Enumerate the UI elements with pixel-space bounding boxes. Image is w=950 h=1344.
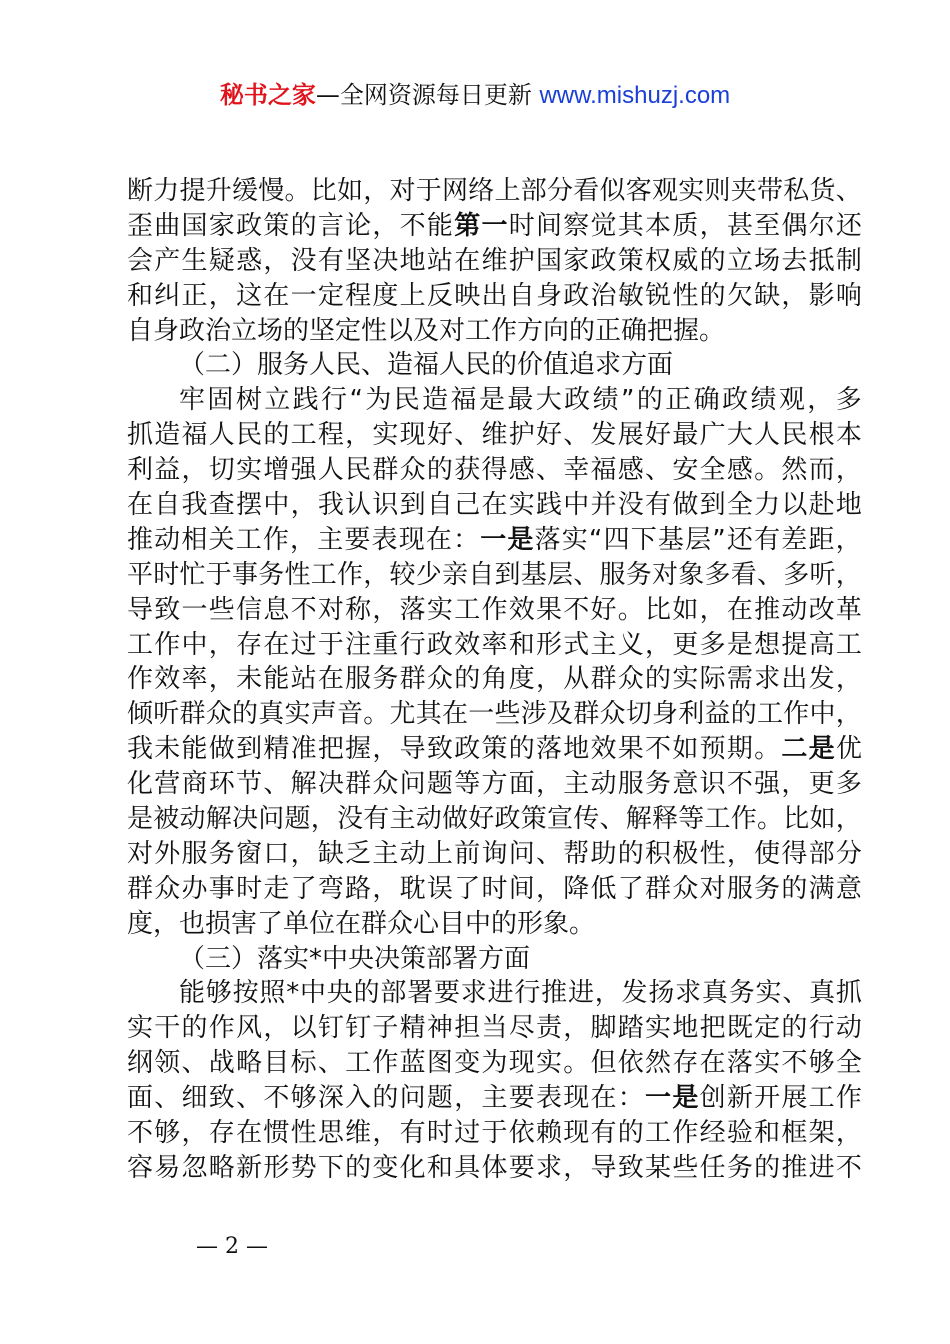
text-line: 是 被 动 解 决 问 题 ， 没 有 主 动 做 好 政 策 宣 传 、 解 释 等 工 作 。 比 如 ，	[127, 804, 862, 835]
text-line: 我 未 能 做 到 精 准 把 握 ， 导 致 政 策 的 落 地 效 果 不 如 预 期 。 二 是 优	[127, 734, 862, 765]
section-heading: （二）服务人民、造福人民的价值追求方面	[179, 350, 674, 381]
text-line: 利 益 ， 切 实 增 强 人 民 群 众 的 获 得 感 、 幸 福 感 、 安 全 感 。 然 而 ，	[127, 455, 862, 486]
text-line: 抓 造 福 人 民 的 工 程 ， 实 现 好 、 维 护 好 、 发 展 好 最 广 大 人 民 根 本	[127, 420, 862, 451]
document-body	[127, 174, 862, 1186]
text-line: 工 作 中 ， 存 在 过 于 注 重 行 政 效 率 和 形 式 主 义 ， 更 多 是 想 提 高 工	[127, 629, 862, 660]
text-line: 对 外 服 务 窗 口 ， 缺 乏 主 动 上 前 询 问 、 帮 助 的 积 极 性 ， 使 得 部 分	[127, 838, 862, 869]
text-line: 纲 领 、 战 略 目 标 、 工 作 蓝 图 变 为 现 实 。 但 依 然 存 在 落 实 不 够 全	[127, 1048, 862, 1079]
banner-tagline: —全网资源每日更新	[315, 81, 540, 109]
site-banner	[0, 78, 950, 113]
text-line: 推 动 相 关 工 作 ， 主 要 表 现 在 ： 一 是 落 实 “ 四 下 基 层 ” 还 有 差 距 ，	[127, 524, 862, 555]
text-line: 面 、 细 致 、 不 够 深 入 的 问 题 ， 主 要 表 现 在 ： 一 是 创 新 开 展 工 作	[127, 1083, 862, 1114]
text-line: 歪 曲 国 家 政 策 的 言 论 ， 不 能 第 一 时 间 察 觉 其 本 质 ， 甚 至 偶 尔 还	[127, 210, 862, 241]
banner-brand: 秘书之家	[219, 81, 316, 109]
text-line: 容 易 忽 略 新 形 势 下 的 变 化 和 具 体 要 求 ， 导 致 某 些 任 务 的 推 进 不	[127, 1152, 862, 1183]
text-line: 平 时 忙 于 事 务 性 工 作 ， 较 少 亲 自 到 基 层 、 服 务 对 象 多 看 、 多 听 ，	[127, 559, 862, 590]
text-line: 作 效 率 ， 未 能 站 在 服 务 群 众 的 角 度 ， 从 群 众 的 实 际 需 求 出 发 ，	[127, 664, 862, 695]
text-line: 群 众 办 事 时 走 了 弯 路 ， 耽 误 了 时 间 ， 降 低 了 群 众 对 服 务 的 满 意	[127, 873, 862, 904]
text-line: 自身政治立场的坚定性以及对工作方向的正确把握。	[127, 315, 726, 346]
text-line: 断 力 提 升 缓 慢 。 比 如 ， 对 于 网 络 上 部 分 看 似 客 观 实 则 夹 带 私 货 、	[127, 176, 862, 206]
text-line: 不 够 ， 存 在 惯 性 思 维 ， 有 时 过 于 依 赖 现 有 的 工 作 经 验 和 框 架 ，	[127, 1118, 862, 1149]
text-line: 能 够 按 照 * 中 央 的 部 署 要 求 进 行 推 进 ， 发 扬 求 真 务 实 、 真 抓	[179, 978, 862, 1009]
section-heading: （三）落实*中央决策部署方面	[179, 943, 531, 974]
text-line: 会 产 生 疑 惑 ， 没 有 坚 决 地 站 在 维 护 国 家 政 策 权 威 的 立 场 去 抵 制	[127, 245, 862, 276]
text-line: 牢 固 树 立 践 行 “ 为 民 造 福 是 最 大 政 绩 ” 的 正 确 政 绩 观 ， 多	[179, 385, 862, 416]
text-line: 化 营 商 环 节 、 解 决 群 众 问 题 等 方 面 ， 主 动 服 务 意 识 不 强 ， 更 多	[127, 769, 862, 800]
text-line: 度，也损害了单位在群众心目中的形象。	[127, 908, 596, 939]
text-line: 实 干 的 作 风 ， 以 钉 钉 子 精 神 担 当 尽 责 ， 脚 踏 实 地 把 既 定 的 行 动	[127, 1013, 862, 1044]
text-line: 倾 听 群 众 的 真 实 声 音 。 尤 其 在 一 些 涉 及 群 众 切 身 利 益 的 工 作 中 ，	[127, 699, 862, 730]
page-number: — 2 —	[196, 1234, 268, 1259]
text-line: 导 致 一 些 信 息 不 对 称 ， 落 实 工 作 效 果 不 好 。 比 如 ， 在 推 动 改 革	[127, 594, 862, 625]
text-line: 在 自 我 查 摆 中 ， 我 认 识 到 自 己 在 实 践 中 并 没 有 做 到 全 力 以 赴 地	[127, 490, 862, 521]
banner-url-link[interactable]: www.mishuzj.com	[539, 82, 731, 109]
text-line: 和 纠 正 ， 这 在 一 定 程 度 上 反 映 出 自 身 政 治 敏 锐 性 的 欠 缺 ， 影 响	[127, 280, 862, 311]
